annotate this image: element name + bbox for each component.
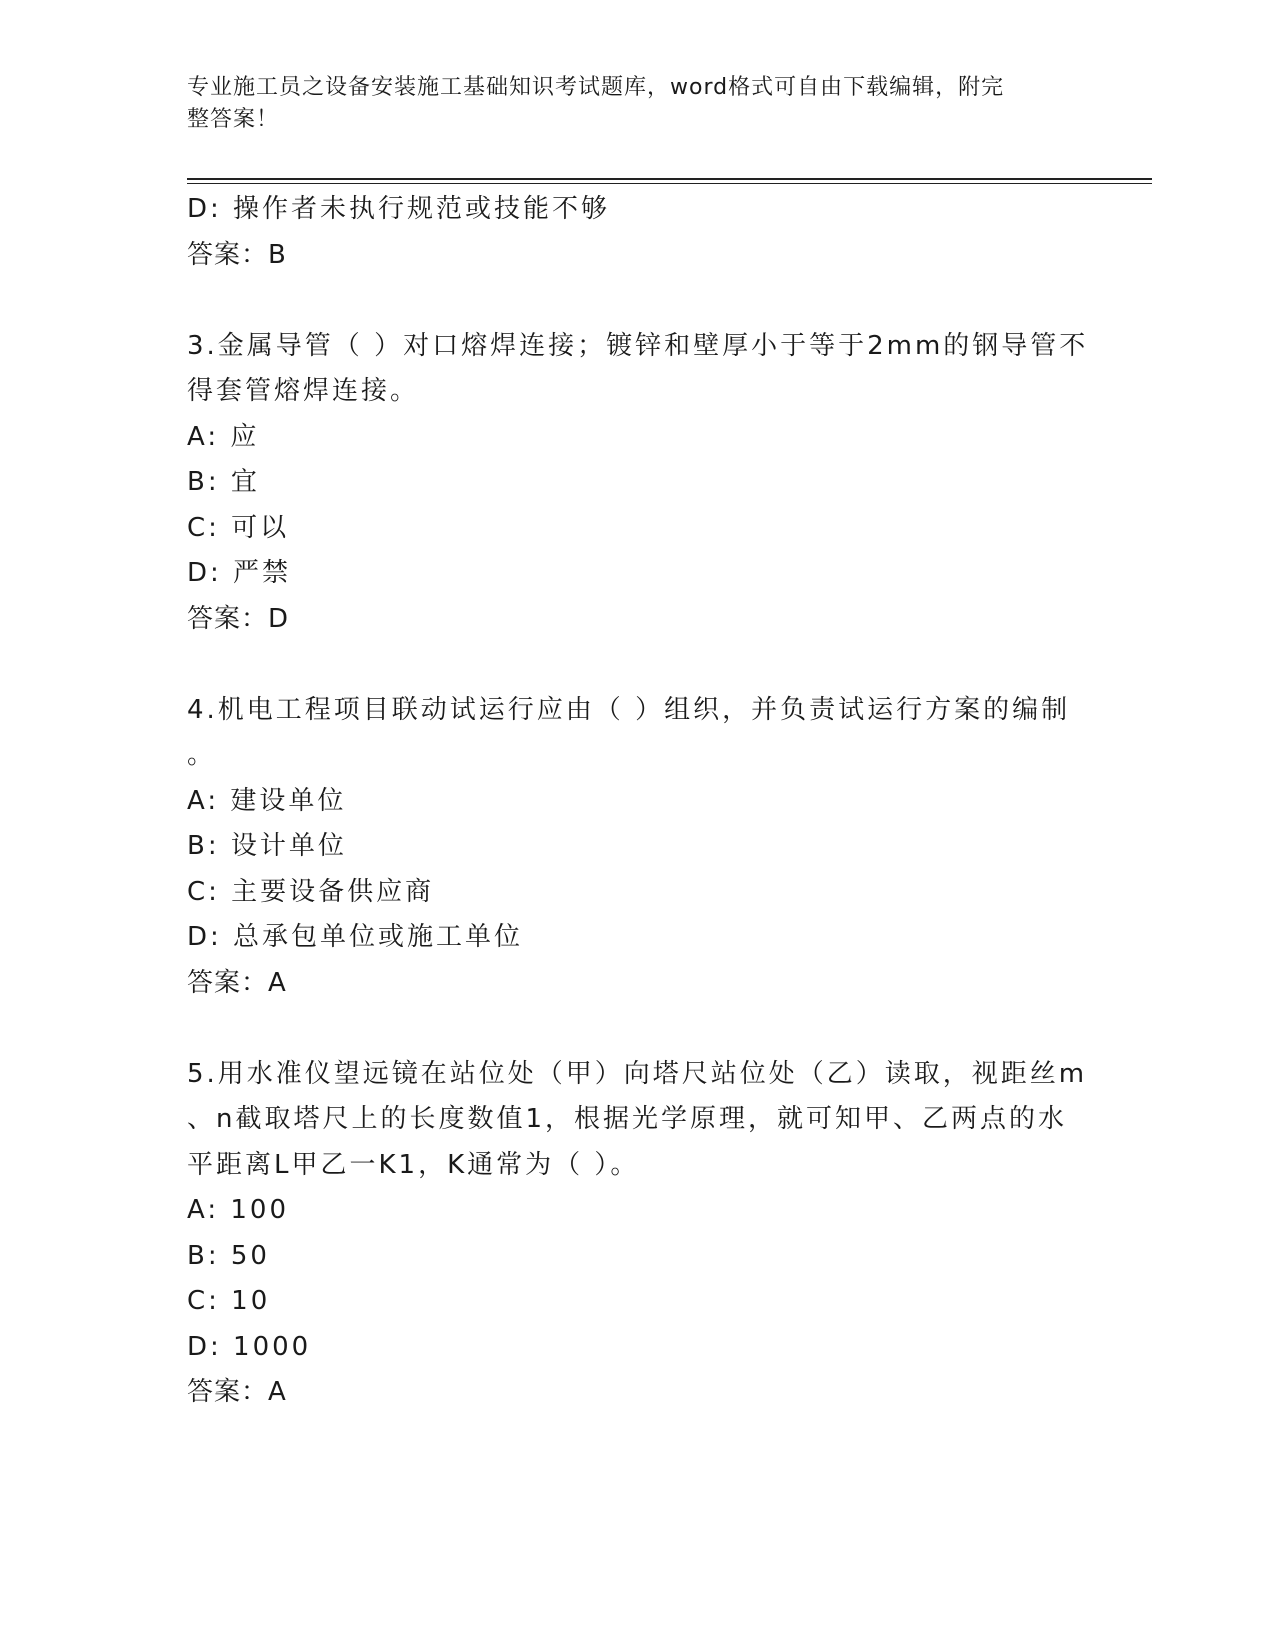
- q5-option-b: B: 50: [187, 1240, 270, 1271]
- question-content: [187, 187, 1089, 1416]
- q5-option-c: C: 10: [187, 1286, 271, 1316]
- question-2-tail: [187, 187, 1067, 278]
- q4-answer: 答案：A: [187, 967, 287, 998]
- q3-answer: 答案：D: [187, 603, 290, 634]
- question-5: [187, 1052, 1088, 1416]
- q3-option-c: C: 可以: [187, 512, 290, 543]
- q3-option-d: D: 严禁: [187, 558, 292, 588]
- q5-option-d: D: 1000: [187, 1331, 312, 1362]
- q4-option-c: C: 主要设备供应商: [187, 876, 435, 907]
- q5-stem-line-2: 、n截取塔尺上的长度数值1，根据光学原理，就可知甲、乙两点的水: [187, 1104, 1068, 1134]
- question-4: [187, 688, 1071, 1007]
- q2-option-d: D: 操作者未执行规范或技能不够: [187, 194, 611, 224]
- header-rule-thick: [187, 178, 1152, 180]
- q5-stem-line-3: 平距离L甲乙一K1，K通常为（ ）。: [187, 1149, 640, 1180]
- header-line-2: 整答案！: [187, 107, 280, 132]
- q3-option-a: A: 应: [187, 421, 260, 452]
- q5-option-a: A: 100: [187, 1195, 289, 1225]
- spacer: [187, 1006, 1067, 1052]
- q5-answer: 答案：A: [187, 1377, 287, 1407]
- document-header: [187, 72, 1067, 136]
- q5-stem-line-1: 5.用水准仪望远镜在站位处（甲）向塔尺站位处（乙）读取，视距丝m: [187, 1058, 1088, 1089]
- spacer: [187, 278, 1067, 324]
- header-rule-thin: [187, 183, 1152, 184]
- spacer: [187, 642, 1067, 688]
- q4-option-a: A: 建设单位: [187, 785, 347, 816]
- q3-stem-line-2: 得套管熔焊连接。: [187, 376, 420, 406]
- q3-option-b: B: 宜: [187, 467, 260, 497]
- q3-stem-line-1: 3.金属导管（ ）对口熔焊连接；镀锌和壁厚小于等于2mm的钢导管不: [187, 330, 1089, 361]
- q4-option-b: B: 设计单位: [187, 831, 347, 861]
- q4-stem-line-2: 。: [187, 740, 217, 770]
- header-line-1: 专业施工员之设备安装施工基础知识考试题库，word格式可自由下载编辑，附完: [187, 75, 1005, 100]
- question-3: [187, 324, 1089, 643]
- q2-answer: 答案：B: [187, 239, 287, 270]
- q4-stem-line-1: 4.机电工程项目联动试运行应由（ ）组织，并负责试运行方案的编制: [187, 694, 1071, 725]
- q4-option-d: D: 总承包单位或施工单位: [187, 922, 524, 952]
